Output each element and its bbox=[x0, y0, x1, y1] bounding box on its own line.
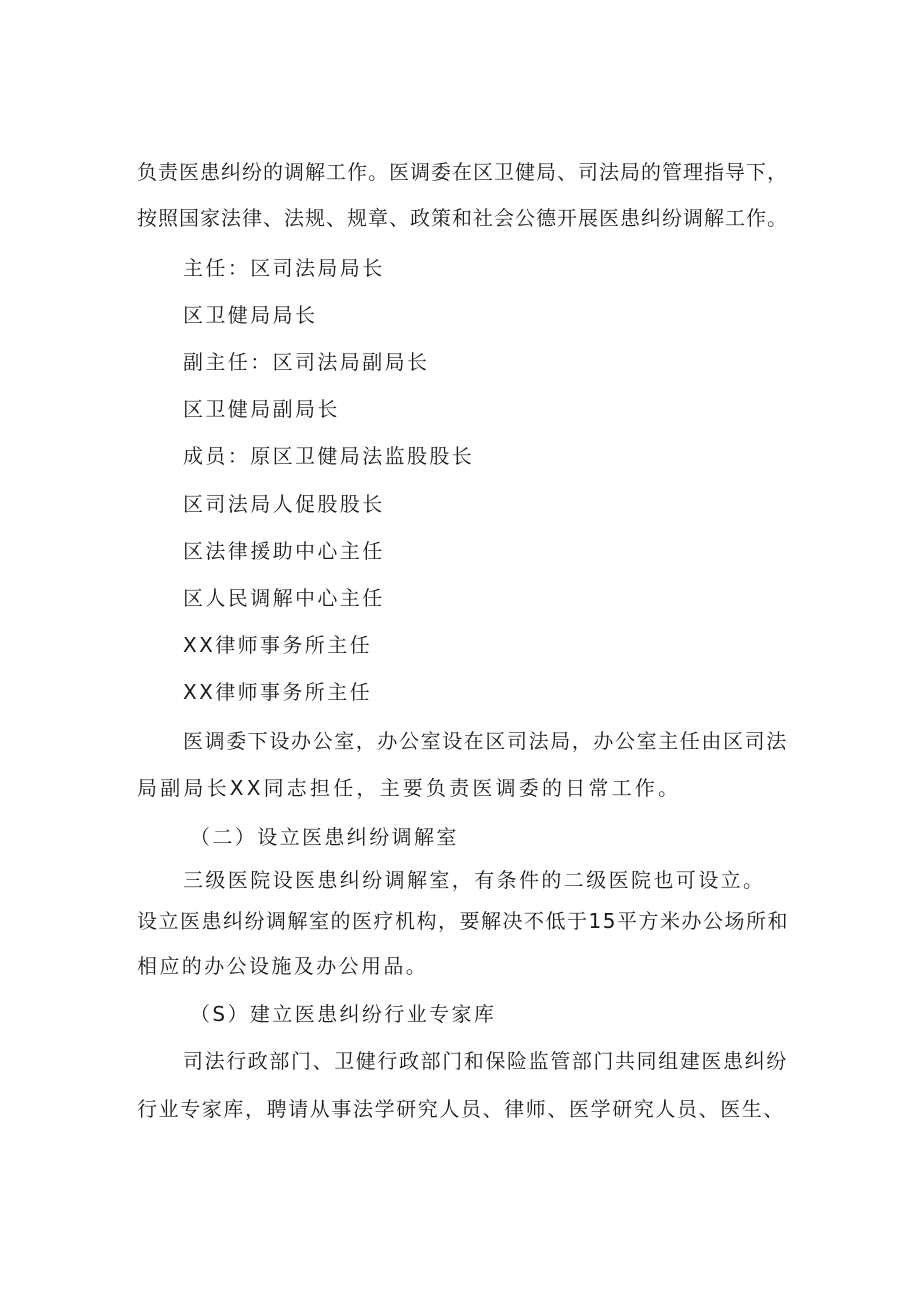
paragraph-line: 行业专家库，聘请从事法学研究人员、律师、医学研究人员、医生、 bbox=[137, 1097, 785, 1121]
list-line: 区卫健局局长 bbox=[183, 303, 318, 327]
list-line: 副主任：区司法局副局长 bbox=[183, 350, 430, 374]
list-line: XX律师事务所主任 bbox=[183, 633, 373, 657]
paragraph-line: 医调委下设办公室，办公室设在区司法局，办公室主任由区司法 bbox=[183, 729, 788, 753]
paragraph-line: 司法行政部门、卫健行政部门和保险监管部门共同组建医患纠纷 bbox=[183, 1049, 788, 1073]
paragraph-line: 局副局长XX同志担任，主要负责医调委的日常工作。 bbox=[137, 776, 682, 800]
list-line: 区人民调解中心主任 bbox=[183, 586, 385, 610]
paragraph-line: 设立医患纠纷调解室的医疗机构，要解决不低于15平方米办公场所和 bbox=[137, 909, 789, 933]
list-line: 主任：区司法局局长 bbox=[183, 256, 385, 280]
list-line: 成员：原区卫健局法监股股长 bbox=[183, 444, 475, 468]
paragraph-line: 按照国家法律、法规、规章、政策和社会公德开展医患纠纷调解工作。 bbox=[137, 206, 788, 230]
list-line: 区卫健局副局长 bbox=[183, 397, 340, 421]
paragraph-line: 三级医院设医患纠纷调解室，有条件的二级医院也可设立。 bbox=[183, 868, 766, 892]
list-line: XX律师事务所主任 bbox=[183, 680, 373, 704]
list-line: 区法律援助中心主任 bbox=[183, 539, 385, 563]
section-heading: （S）建立医患纠纷行业专家库 bbox=[190, 1002, 497, 1026]
section-heading: （二）设立医患纠纷调解室 bbox=[190, 825, 459, 849]
paragraph-line: 负责医患纠纷的调解工作。医调委在区卫健局、司法局的管理指导下， bbox=[137, 160, 788, 184]
paragraph-line: 相应的办公设施及办公用品。 bbox=[137, 954, 429, 978]
list-line: 区司法局人促股股长 bbox=[183, 492, 385, 516]
